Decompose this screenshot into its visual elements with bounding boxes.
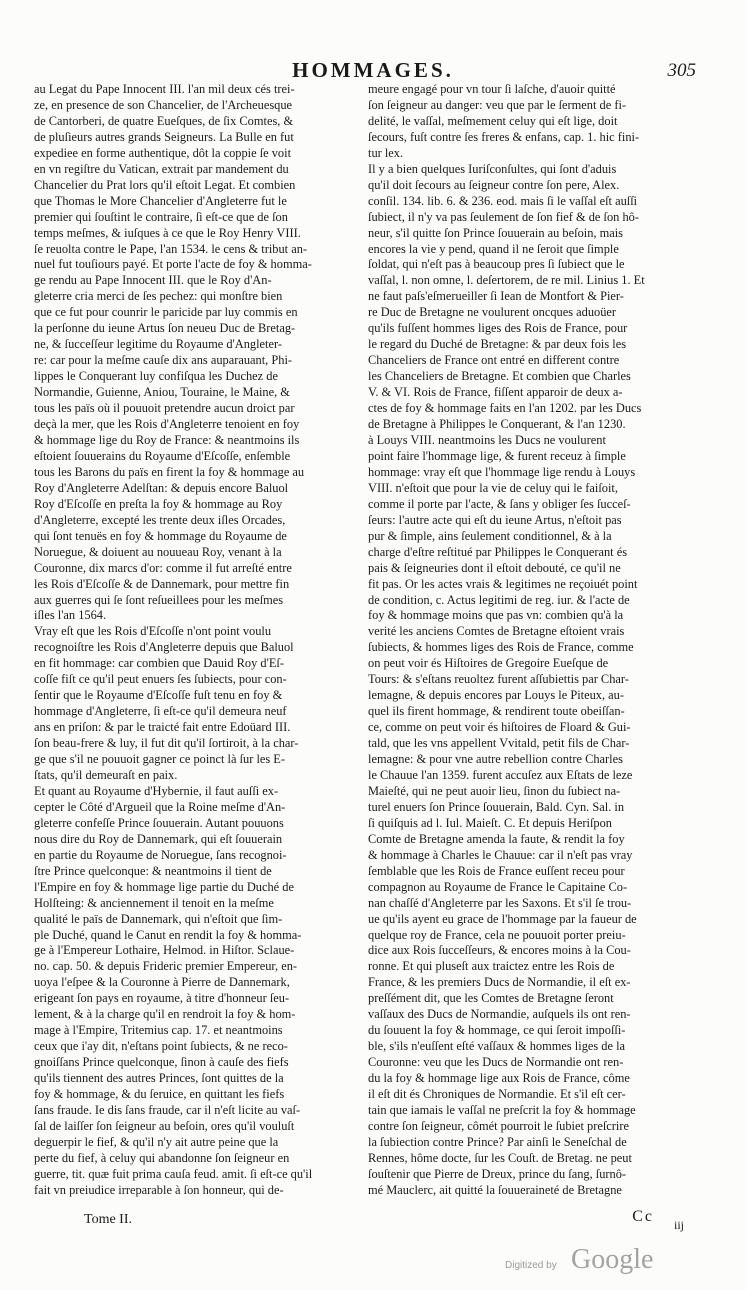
text-line: tald, que les vns appellent Vvitald, petit fils de Char- [368,736,630,751]
text-line: du ſouuent la foy & hommage, ce qui ſeroit impoſſi- [368,1023,626,1038]
text-line: on peut voir és Hiſtoires de Gregoire Eueſque de [368,656,609,671]
text-line: Rennes, hôme docte, ſur les Couſt. de Bretag. ne peut [368,1150,632,1165]
text-line: encores la vie y pend, quand il ne ſeroit que ſimple [368,241,619,256]
text-line: du la foy & hommage lige aux Rois de France, côme [368,1071,630,1086]
text-line: tain que iamais le vaſſal ne preſcrit la foy & hommage [368,1103,636,1117]
text-line: Roy d'Eſcoſſe en preſta la foy & hommage au Roy [34,496,283,511]
text-line: ſon beau-frere & luy, il fut dit qu'il ſortiroit, à la char- [34,736,299,751]
text-line: uoya l'eſpee & la Couronne à Pierre de Dannemark, [34,975,290,990]
text-line: expediee en forme authentique, dôt la coppie ſe voit [34,145,292,160]
text-line: quel ils firent hommage, & rendirent toute obeiſſan- [368,704,625,719]
text-line: ne, & ſucceſſeur legitime du Royaume d'Angleter- [34,337,282,352]
signature-sub-mark: iij [673,1218,684,1232]
text-line: ne faut paſs'eſmerueiller ſi Iean de Montfort & Pier- [368,289,624,304]
text-line: qu'il doit ſecours au ſeigneur contre ſon pere, Alex. [368,177,620,192]
text-line: en fit hommage: car combien que Dauid Roy d'Eſ- [34,656,284,671]
text-line: au Legat du Pape Innocent III. l'an mil deux cés trei- [34,82,295,96]
text-line: qu'ils tiennent des autres Princes, ſont quittes de la [34,1071,284,1086]
text-line: vaſſal, l. non omne, l. deſertorem, de re mil. Linius 1. Et [368,273,645,288]
text-line: mé Mauclerc, ait quitté la ſouueraineté de Bretagne [368,1182,622,1197]
text-line: dice aux Rois ſucceſſeurs, & encores moins à la Cou- [368,943,631,958]
text-line: pais & ſeigneuries dont il eſtoit debouté, ce qu'il ne [368,560,621,575]
text-line: fit pas. Or les actes vrais & legitimes ne reçoiuét point [368,576,638,591]
text-line: point faire l'hommage lige, & furent receuz à ſimple [368,448,626,463]
text-line: l'Empire en foy & hommage lige partie du Duché de [34,879,294,894]
text-line: de Cantorberi, de quatre Eueſques, de ſix Comtes, & [34,113,294,128]
text-line: mage à l'Empire, Tritemius cap. 17. et neantmoins [34,1023,283,1038]
text-line: tous les Barons du païs en firent la foy & hommage au [34,464,305,479]
text-line: ronne. Et qui pluseſt aux traictez entre les Rois de [368,959,615,974]
text-line: Holſteing: & anciennement il tenoit en la meſme [34,895,274,910]
text-line: & hommage lige du Roy de France: & neantmoins ils [34,432,300,447]
text-line: qu'ils fuſſent hommes liges des Rois de France, pour [368,321,628,336]
text-line: ge que s'il ne pouuoit gagner ce poinct là ſur les E- [34,752,286,767]
text-line: fait vn preiudice irreparable à ſon honneur, qui de- [34,1182,284,1197]
text-line: le Chauue l'an 1359. furent accuſez aux Eſtats de leze [368,767,633,782]
text-line: pur & ſimple, ains ſeulement conditionnel, & à la [368,528,612,543]
text-line: neur, s'il quitte ſon Prince ſouuerain au beſoin, mais [368,225,623,240]
text-line: hommage d'Angleterre, ſi eſt-ce qu'il demeura neuf [34,704,287,719]
text-line: ſtats, qu'il demeuraſt en paix. [34,767,178,782]
volume-label: Tome II. [84,1212,133,1227]
text-line: ſans fraude. Ie dis ſans fraude, car il n'eſt licite au vaſ- [34,1103,301,1117]
text-line: Noruegue, & doiuent au nouueau Roy, venant à la [34,544,282,559]
text-line: ſi quiſquis ad l. Iul. Maieſt. C. Et depuis Heriſpon [368,815,613,830]
text-line: qui ſont tenuës en foy & hommage du Royaume de [34,528,287,543]
text-line: Chanceliers de France ont entré en different contre [368,353,620,368]
text-line: ſemblable que les Rois de France euſſent receu pour [368,863,625,878]
text-line: VIII. n'eſtoit que pour la vie de celuy qui le faiſoit, [368,480,618,495]
text-line: foy & hommage moins que pas vn: combien qu'à la [368,608,624,623]
text-line: ge rendu au Pape Innocent III. que le Roy d'An- [34,273,272,288]
text-line: erigeant ſon pays en royaume, à titre d'honneur ſeu- [34,991,290,1006]
text-line: turel enuers ſon Prince ſouuerain, Bald. Cyn. Sal. in [368,799,625,814]
text-line: cepter le Côté d'Argueil que la Roine meſme d'An- [34,799,286,814]
text-line: Il y a bien quelques Iuriſconſultes, qui ſont d'aduis [368,161,617,176]
text-line: la perſonne du ieune Artus ſon neueu Duc de Bretag- [34,321,296,336]
left-text-column [34,82,352,1199]
text-line: Maieſté, qui ne peut auoir lieu, ſinon du ſubiect na- [368,783,621,798]
text-line: compagnon au Royaume de France le Capitaine Co- [368,879,628,894]
text-line: tur lex. [368,145,404,160]
page-footer [34,1208,684,1232]
text-line: ſoldat, qui n'eſt pas à beaucoup pres ſi ſubiect que le [368,257,625,272]
text-line: ſtre Prince quelconque: & neantmoins il tient de [34,863,272,878]
text-line: conſil. 134. lib. 6. & 236. eod. mais ſi le vaſſal eſt auſſi [368,193,638,208]
text-line: foy & hommage, & du ſeruice, en quittant les fiefs [34,1087,285,1102]
text-line: guerre, tit. quæ fuit prima cauſa feud. amit. ſi eſt-ce qu'il [34,1166,313,1181]
text-line: de Bretagne à Philippes le Conquerant, & l'an 1230. [368,417,626,432]
text-line: nous dire du Roy de Dannemark, qui eſt ſouuerain [34,831,283,846]
text-line: nuel fut touſiours payé. Et porte l'acte de foy & homma- [34,257,312,272]
text-line: ſouſtenir que Pierre de Dreux, prince du ſang, ſurnô- [368,1166,627,1181]
text-line: France, & les premiers Ducs de Normandie, il eſt ex- [368,975,631,990]
text-line: deçà la mer, que les Rois d'Angleterre tenoient en foy [34,417,300,432]
text-line: la ſubiection contre Prince? Par ainſi le Seneſchal de [368,1134,627,1149]
text-line: ze, en presence de son Chancelier, de l'Archeuesque [34,97,293,112]
text-line: comme il porte par l'acte, & ſans y obliger ſes ſucceſ- [368,496,631,511]
text-line: ue qu'ils ayent eu grace de l'hommage par la faueur de [368,911,637,926]
text-line: que Thomas le More Chancelier d'Angleterre fut le [34,193,287,208]
text-line: les Chanceliers de Bretagne. Et combien que Charles [368,369,631,384]
text-line: les Rois d'Eſcoſſe & de Dannemark, pour mettre fin [34,576,290,591]
text-line: no. cap. 50. & depuis Frideric premier Empereur, en- [34,959,298,974]
text-line: le regard du Duché de Bretagne: & par deux fois les [368,337,627,352]
google-watermark [505,1240,705,1276]
text-line: V. & VI. Rois de France, fiſſent apparoir de deux a- [368,385,623,400]
text-line: charge d'eſtre reſtitué par Philippes le Conquerant és [368,544,628,559]
text-line: gnoiſſans Prince quelconque, ſinon à cauſe des fiefs [34,1055,289,1070]
text-line: en vn regiſtre du Vatican, extrait par mandement du [34,161,289,176]
text-line: ſubiects, & hommes liges des Rois de France, comme [368,640,634,655]
text-line: ſentir que le Royaume d'Eſcoſſe fuſt tenu en foy & [34,688,283,703]
text-line: gleterre confeſſe Prince ſouuerain. Autant pouuons [34,815,284,830]
text-line: lement, & à la charge qu'il en rendroit la foy & hom- [34,1007,296,1022]
text-line: de condition, c. Actus legitimi de reg. iur. & l'acte de [368,592,630,607]
text-line: lemagne: & pour vne autre rebellion contre Charles [368,752,623,767]
text-line: ſal de laiſſer ſon ſeigneur au beſoin, ores qu'il vouluſt [34,1118,295,1133]
text-line: temps meſmes, & iuſques à ce que le Roy Henry VIII. [34,225,301,240]
text-line: contre ſon ſeigneur, cômét pourroit le ſubiet preſcrire [368,1118,629,1133]
text-line: coſſe fiſt ce qu'il peut enuers ſes ſubiects, pour con- [34,672,287,687]
text-line: Vray eſt que les Rois d'Eſcoſſe n'ont point voulu [34,624,272,639]
text-line: preſſément dit, que les Comtes de Bretagne ſeront [368,991,614,1006]
text-line: ble, s'ils n'euſſent eſté vaſſaux & hommes liges de la [368,1039,626,1054]
text-line: iſles l'an 1564. [34,608,107,623]
text-line: ple Duché, quand le Canut en rendit la foy & homma- [34,927,302,942]
text-line: deguerpir le fief, & qu'il n'y ait autre peine que la [34,1134,279,1149]
text-line: Roy d'Angleterre Adelſtan: & depuis encore Baluol [34,480,289,495]
text-line: que ce fut pour counrir le paricide par luy commis en [34,305,298,320]
text-line: ſon ſeigneur au danger: veu que par le ſerment de fi- [368,97,627,112]
text-line: verité les anciens Comtes de Bretagne eſtoient vrais [368,624,625,639]
text-line: Tours: & s'eſtans reuoltez furent aſſubiettis par Char- [368,672,629,687]
text-line: ctes de foy & hommage faits en l'an 1202. par les Ducs [368,401,642,416]
text-line: aux guerres qui ſe ſont reſueillees pour les meſmes [34,592,284,607]
text-line: Couronne: veu que les Ducs de Normandie ont ren- [368,1055,624,1070]
digitized-by-text: Digitized by [505,1260,557,1271]
text-line: ceux que i'ay dit, n'eſtans point ſubiects, & ne reco- [34,1039,288,1054]
text-line: à Louys VIII. neantmoins les Ducs ne voulurent [368,432,606,447]
text-line: perte du fief, à celuy qui abandonne ſon ſeigneur en [34,1150,290,1165]
text-line: delité, le vaſſal, meſmement celuy qui eſt lige, doit [368,113,618,128]
text-line: nan chaſſé d'Angleterre par les Saxons. Et s'il ſe trou- [368,895,632,910]
text-line: ſecours, fuſt contre ſes freres & enfans, cap. 1. hic fini- [368,129,640,144]
text-line: ce, comme on peut voir és hiſtoires de Floard & Gui- [368,720,631,735]
page-number: 305 [667,60,696,81]
text-line: eſtoient ſouuerains du Royaume d'Eſcoſſe, enſemble [34,448,291,463]
text-line: tous les païs où il pouuoit pretendre aucun droict par [34,401,295,416]
text-line: ans en priſon: & par le traicté fait entre Edoüard III. [34,720,291,735]
text-line: ſubiect, il n'y va pas ſeulement de ſon fief & de ſon hô- [368,209,639,224]
text-line: ſe reuolta contre le Pape, l'an 1534. le cens & tribut an- [34,241,308,256]
text-line: qualité le païs de Dannemark, qui n'eſtoit que ſim- [34,911,283,926]
text-line: d'Angleterre, excepté les trente deux iſles Orcades, [34,512,286,527]
text-line: ge à l'Empereur Lothaire, Helmod. in Hiſtor. Sclaue- [34,943,295,958]
text-line: & hommage à Charles le Chauue: car il n'eſt pas vray [368,847,633,862]
right-text-column [368,82,686,1199]
text-line: gleterre cria merci de ſes pechez: qui monſtre bien [34,289,283,304]
text-line: Et quant au Royaume d'Hybernie, il faut auſſi ex- [34,783,279,798]
text-line: recognoiſtre les Rois d'Angleterre depuis que Baluol [34,640,294,655]
text-line: Normandie, Guienne, Aniou, Touraine, le Maine, & [34,385,290,400]
google-logo-text: Google [571,1244,654,1275]
text-line: meure engagé pour vn tour ſi laſche, d'auoir quitté [368,82,616,96]
text-line: ſeurs: l'autre acte qui eſt du ieune Artus, n'eſtoit pas [368,512,622,527]
running-title: HOMMAGES. [292,58,454,82]
text-line: re Duc de Bretagne ne voulurent oncques aduoüer [368,305,617,320]
text-line: re: car pour la meſme cauſe dix ans auparauant, Phi- [34,353,293,368]
text-line: de pluſieurs autres grands Seigneurs. La Bulle en fut [34,129,294,144]
text-line: lemagne, & depuis encores par Louys le Piteux, au- [368,688,624,703]
text-line: il eſt dit és Chroniques de Normandie. Et s'il eſt cer- [368,1087,626,1102]
text-line: en partie du Royaume de Noruegue, ſans recognoi- [34,847,287,862]
text-line: premier qui ſouſtint le contraire, ſi eſt-ce que de ſon [34,209,288,224]
text-line: quelque roy de France, cela ne pouuoit porter preiu- [368,927,626,942]
text-line: Comte de Bretagne amenda la faute, & rendit la foy [368,831,625,846]
text-line: hommage: vray eſt que l'hommage lige rendu à Louys [368,464,636,479]
text-line: Chancelier du Prat lors qu'il eſtoit Legat. Et combien [34,177,296,192]
signature-mark: Cc [632,1208,654,1225]
text-line: lippes le Conquerant luy confiſqua les Duchez de [34,369,278,384]
text-line: vaſſaux des Ducs de Normandie, auſquels ils ont ren- [368,1007,631,1022]
text-line: Couronne, dix marcs d'or: comme il fut arreſté entre [34,560,292,575]
